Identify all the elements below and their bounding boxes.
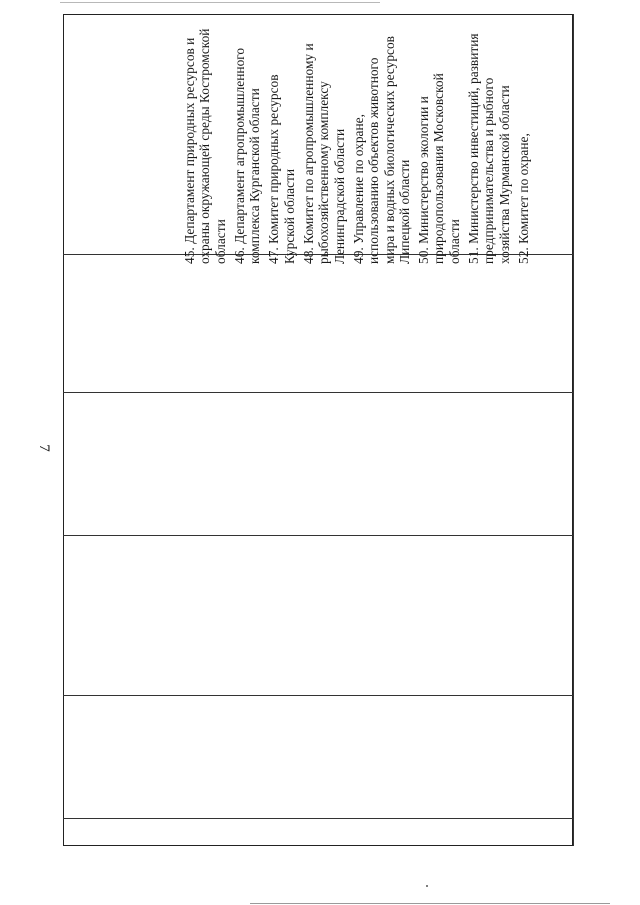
scan-artifact-bottom [250, 903, 610, 904]
list-item: 52. Комитет по охране, [515, 133, 531, 264]
scan-speck [426, 885, 428, 887]
list-item: 47. Комитет природных ресурсов Курской области [266, 74, 297, 264]
list-item: 46. Департамент агропромышленного комплекса Курганской области [231, 47, 263, 264]
table-column-divider [63, 535, 573, 536]
page-number: 7 [36, 444, 52, 452]
list-item: 48. Комитет по агропромышленному и рыбохозяйственному комплексу Ленинградской области [301, 43, 347, 264]
list-item: 45. Департамент природных ресурсов и охраны окружающей среды Костромской области [182, 28, 228, 264]
list-item: 49. Управление по охране, использованию объектов животного мира и водных биологических ресурсов Липецкой области [350, 36, 412, 264]
list-item: 50. Министерство экологии и природопользования Московской области [416, 73, 462, 264]
table-column-divider [63, 818, 573, 819]
organization-list [182, 26, 640, 264]
table-column-divider [63, 695, 573, 696]
scan-artifact-top [60, 2, 380, 3]
table-column-divider [63, 392, 573, 393]
list-item: 51. Министерство инвестиций, развития предпринимательства и рыбного хозяйства Мурманской области [466, 33, 512, 264]
